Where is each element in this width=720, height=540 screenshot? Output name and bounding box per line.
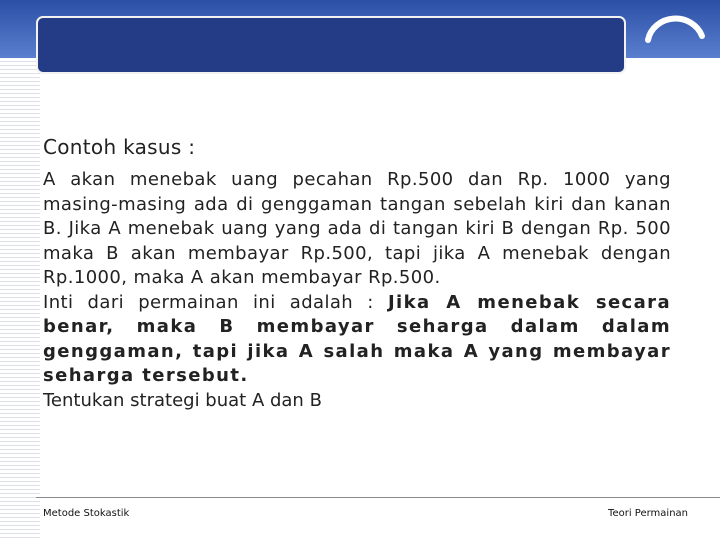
footer-divider	[36, 497, 720, 498]
slide-content	[43, 134, 671, 413]
left-stripe-decoration	[0, 58, 40, 540]
core-bold-text: Jika A menebak secara benar, maka B membayar seharga dalam dalam genggaman, tapi jika A salah maka A yang membayar seharga tersebut.	[43, 291, 671, 386]
arc-logo-icon	[642, 6, 706, 70]
task-paragraph: Tentukan strategi buat A dan B	[43, 389, 322, 411]
footer-left-label: Metode Stokastik	[43, 508, 130, 519]
case-paragraph: A akan menebak uang pecahan Rp.500 dan Rp. 1000 yang masing-masing ada di genggaman tangan sebelah kiri dan kanan B. Jika A menebak uang yang ada di tangan kiri B dengan Rp. 500 maka B akan membayar Rp.500, tapi jika A menebak dengan Rp.1000, maka A akan membayar Rp.500.	[43, 169, 671, 288]
core-prefix: Inti dari permainan ini adalah :	[43, 291, 388, 313]
core-paragraph	[43, 291, 671, 389]
title-bar	[36, 16, 626, 74]
footer-right-label: Teori Permainan	[608, 508, 688, 519]
slide-heading: Contoh kasus :	[43, 135, 196, 159]
